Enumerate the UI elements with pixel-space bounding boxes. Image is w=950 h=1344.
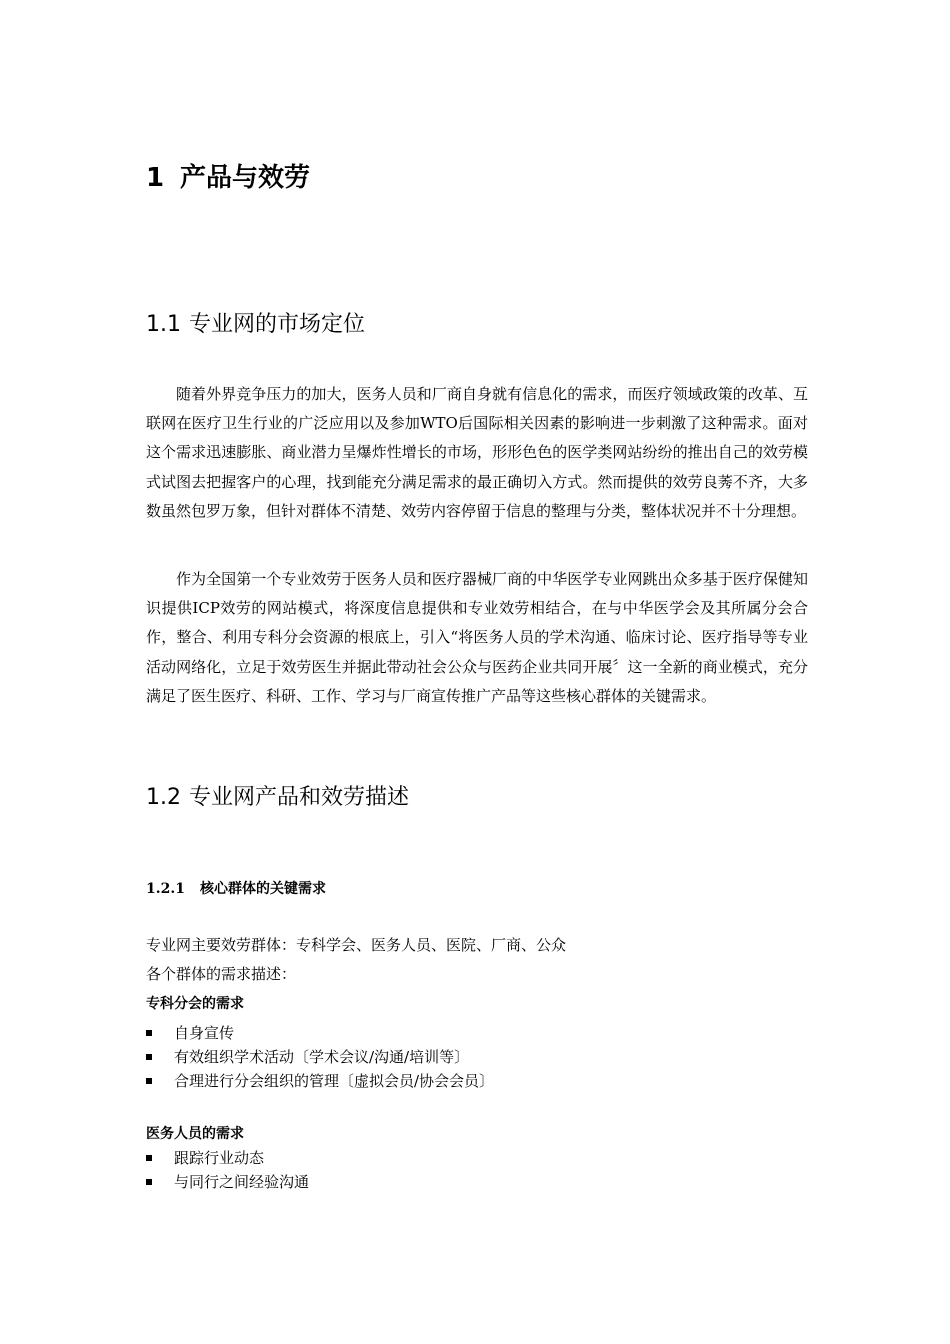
list-item-text: 与同行之间经验沟通 bbox=[174, 1173, 310, 1191]
section-heading-1-1 bbox=[146, 310, 365, 340]
chapter-heading bbox=[146, 160, 310, 196]
list-item-text: 跟踪行业动态 bbox=[174, 1149, 265, 1167]
section-title: 专业网产品和效劳描述 bbox=[189, 785, 410, 810]
square-bullet-icon bbox=[146, 1054, 152, 1060]
section-title: 专业网的市场定位 bbox=[189, 312, 366, 337]
square-bullet-icon bbox=[146, 1078, 152, 1084]
square-bullet-icon bbox=[146, 1155, 152, 1161]
list-item-text: 合理进行分会组织的管理〔虚拟会员/协会会员〕 bbox=[174, 1072, 495, 1090]
section-heading-1-2 bbox=[146, 783, 409, 813]
subsection-title: 核心群体的关键需求 bbox=[200, 881, 326, 897]
square-bullet-icon bbox=[146, 1030, 152, 1036]
group-heading-medical-staff: 医务人员的需求 bbox=[146, 1126, 244, 1142]
section-number: 1.1 bbox=[146, 312, 181, 337]
section-number: 1.2 bbox=[146, 785, 181, 810]
square-bullet-icon bbox=[146, 1179, 152, 1185]
intro-line-needs: 各个群体的需求描述： bbox=[146, 965, 297, 983]
subsection-number: 1.2.1 bbox=[146, 881, 185, 897]
chapter-title: 产品与效劳 bbox=[180, 163, 311, 193]
intro-line-groups: 专业网主要效劳群体：专科学会、医务人员、医院、厂商、公众 bbox=[146, 936, 567, 954]
chapter-number: 1 bbox=[146, 163, 165, 193]
subsection-heading-1-2-1 bbox=[146, 877, 326, 901]
paragraph-market-2: 作为全国第一个专业效劳于医务人员和医疗器械厂商的中华医学专业网跳出众多基于医疗保健知识提供ICP效劳的网站模式，将深度信息提供和专业效劳相结合，在与中华医学会及其所属分会合作，整合、利用专科分会资源的根底上，引入“将医务人员的学术沟通、临床讨论、医疗指导等专业活动网络化，立足于效劳医生并据此带动社会公众与医药企业共同开展〞这一全新的商业模式，充分满足了医生医疗、科研、工作、学习与厂商宣传推广产品等这些核心群体的关键需求。 bbox=[146, 570, 808, 705]
list-item-text: 自身宣传 bbox=[174, 1024, 235, 1042]
list-item-text: 有效组织学术活动〔学术会议/沟通/培训等〕 bbox=[174, 1048, 470, 1066]
paragraph-market-1: 随着外界竞争压力的加大，医务人员和厂商自身就有信息化的需求，而医疗领域政策的改革、互联网在医疗卫生行业的广泛应用以及参加WTO后国际相关因素的影响进一步刺激了这种需求。面对这个需求迅速膨胀、商业潜力呈爆炸性增长的市场，形形色色的医学类网站纷纷的推出自己的效劳模式试图去把握客户的心理，找到能充分满足需求的最正确切入方式。然而提供的效劳良莠不齐，大多数虽然包罗万象，但针对群体不清楚、效劳内容停留于信息的整理与分类，整体状况并不十分理想。 bbox=[146, 385, 808, 520]
group-heading-societies: 专科分会的需求 bbox=[146, 996, 244, 1012]
